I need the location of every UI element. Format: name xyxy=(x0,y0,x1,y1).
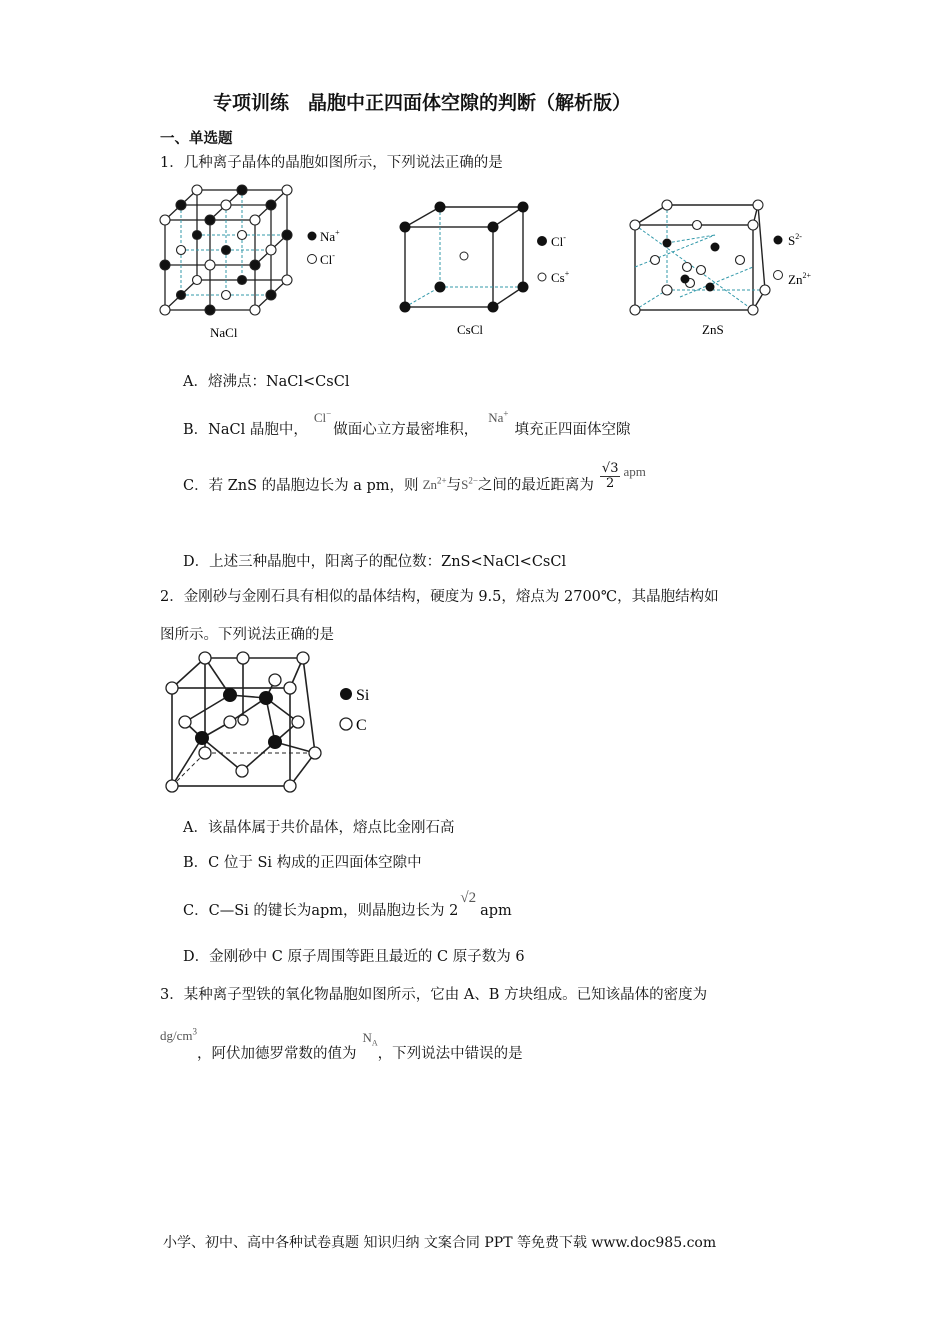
page-footer: 小学、初中、高中各种试卷真题 知识归纳 文案合同 PPT 等免费下载 www.doc985.com xyxy=(163,1235,717,1251)
zns-unit-cell-figure xyxy=(625,195,835,345)
q2-option-d[interactable]: D．金刚砂中 C 原子周围等距且最近的 C 原子数为 6 xyxy=(183,949,525,965)
q2-option-a[interactable]: A．该晶体属于共价晶体，熔点比金刚石高 xyxy=(183,820,455,836)
q2-option-c-text-2: apm xyxy=(480,903,512,919)
cscl-unit-cell-figure xyxy=(395,195,595,345)
q1-option-c[interactable] xyxy=(183,461,646,498)
q2-option-c-text-1: C．C—Si 的键长为apm，则晶胞边长为 2 xyxy=(183,903,459,919)
q1-option-c-text-3: 之间的最近距离为 xyxy=(477,477,594,494)
legend-na-label: Na+ xyxy=(320,228,340,244)
q2-stem-line-2: 图所示。下列说法正确的是 xyxy=(160,627,334,643)
q1-option-b-text-2: 做面心立方最密堆积， xyxy=(333,422,479,438)
q1-option-c-fraction: $\frac{√3}{2}$ xyxy=(601,461,619,491)
q3-avogadro: $N_A$ xyxy=(362,1030,378,1048)
q1-option-b-na: Na+ xyxy=(488,408,509,425)
q3-stem-line-1: 3．某种离子型铁的氧化物晶胞如图所示，它由 A、B 方块组成。已知该晶体的密度为 xyxy=(160,987,708,1003)
q1-option-b-text-1: B．NaCl 晶胞中， xyxy=(183,422,308,438)
q1-option-c-text-1: C．若 ZnS 的晶胞边长为 a pm，则 xyxy=(183,477,419,494)
nacl-unit-cell-figure xyxy=(155,180,360,345)
q2-option-c[interactable] xyxy=(183,890,512,920)
q1-option-c-unit: apm xyxy=(623,464,646,480)
legend-zn-label: $Zn^{2+}$ xyxy=(788,271,811,287)
q3-density: $dg/cm^3$ xyxy=(160,1026,197,1043)
page-title: 专项训练 晶胞中正四面体空隙的判断（解析版） xyxy=(213,92,632,114)
zns-caption: ZnS xyxy=(702,322,724,337)
q2-stem-line-1: 2．金刚砂与金刚石具有相似的晶体结构，硬度为 9.5，熔点为 2700℃，其晶胞结构如 xyxy=(160,589,719,605)
cscl-caption: CsCl xyxy=(457,322,484,337)
q2-option-c-sqrt: √2 xyxy=(460,890,477,906)
q3-stem-text-3: ，下列说法中错误的是 xyxy=(377,1046,523,1062)
q1-stem: 1．几种离子晶体的晶胞如图所示，下列说法正确的是 xyxy=(160,155,503,171)
q1-option-a[interactable]: A．熔沸点：NaCl<CsCl xyxy=(183,374,350,390)
legend-cl-label: Cl- xyxy=(320,251,335,267)
q1-option-b-cl: Cl− xyxy=(313,408,332,425)
q1-option-b-text-3: 填充正四面体空隙 xyxy=(514,422,631,438)
q1-option-c-s: $S^{2-}$ xyxy=(461,475,478,492)
q1-option-c-zn: $Zn^{2+}$ xyxy=(422,475,447,492)
carborundum-unit-cell-figure xyxy=(160,650,380,795)
q3-stem-text-2: ，阿伏加德罗常数的值为 xyxy=(197,1046,357,1062)
q2-option-b[interactable]: B．C 位于 Si 构成的正四面体空隙中 xyxy=(183,855,422,871)
section-heading: 一、单选题 xyxy=(160,131,233,147)
legend-cs-label: Cs+ xyxy=(551,269,570,285)
legend-si-label: Si xyxy=(356,687,370,704)
q1-option-d[interactable]: D．上述三种晶胞中，阳离子的配位数：ZnS<NaCl<CsCl xyxy=(183,554,567,570)
nacl-caption: NaCl xyxy=(210,325,238,340)
q1-option-b[interactable] xyxy=(183,408,631,439)
legend-c-label: C xyxy=(356,717,367,734)
legend-s-label: $S^{2-}$ xyxy=(788,232,802,248)
legend-cl-label: Cl- xyxy=(551,233,566,249)
q3-stem-line-2 xyxy=(160,1026,523,1062)
q1-option-c-text-2: 与 xyxy=(446,477,462,494)
